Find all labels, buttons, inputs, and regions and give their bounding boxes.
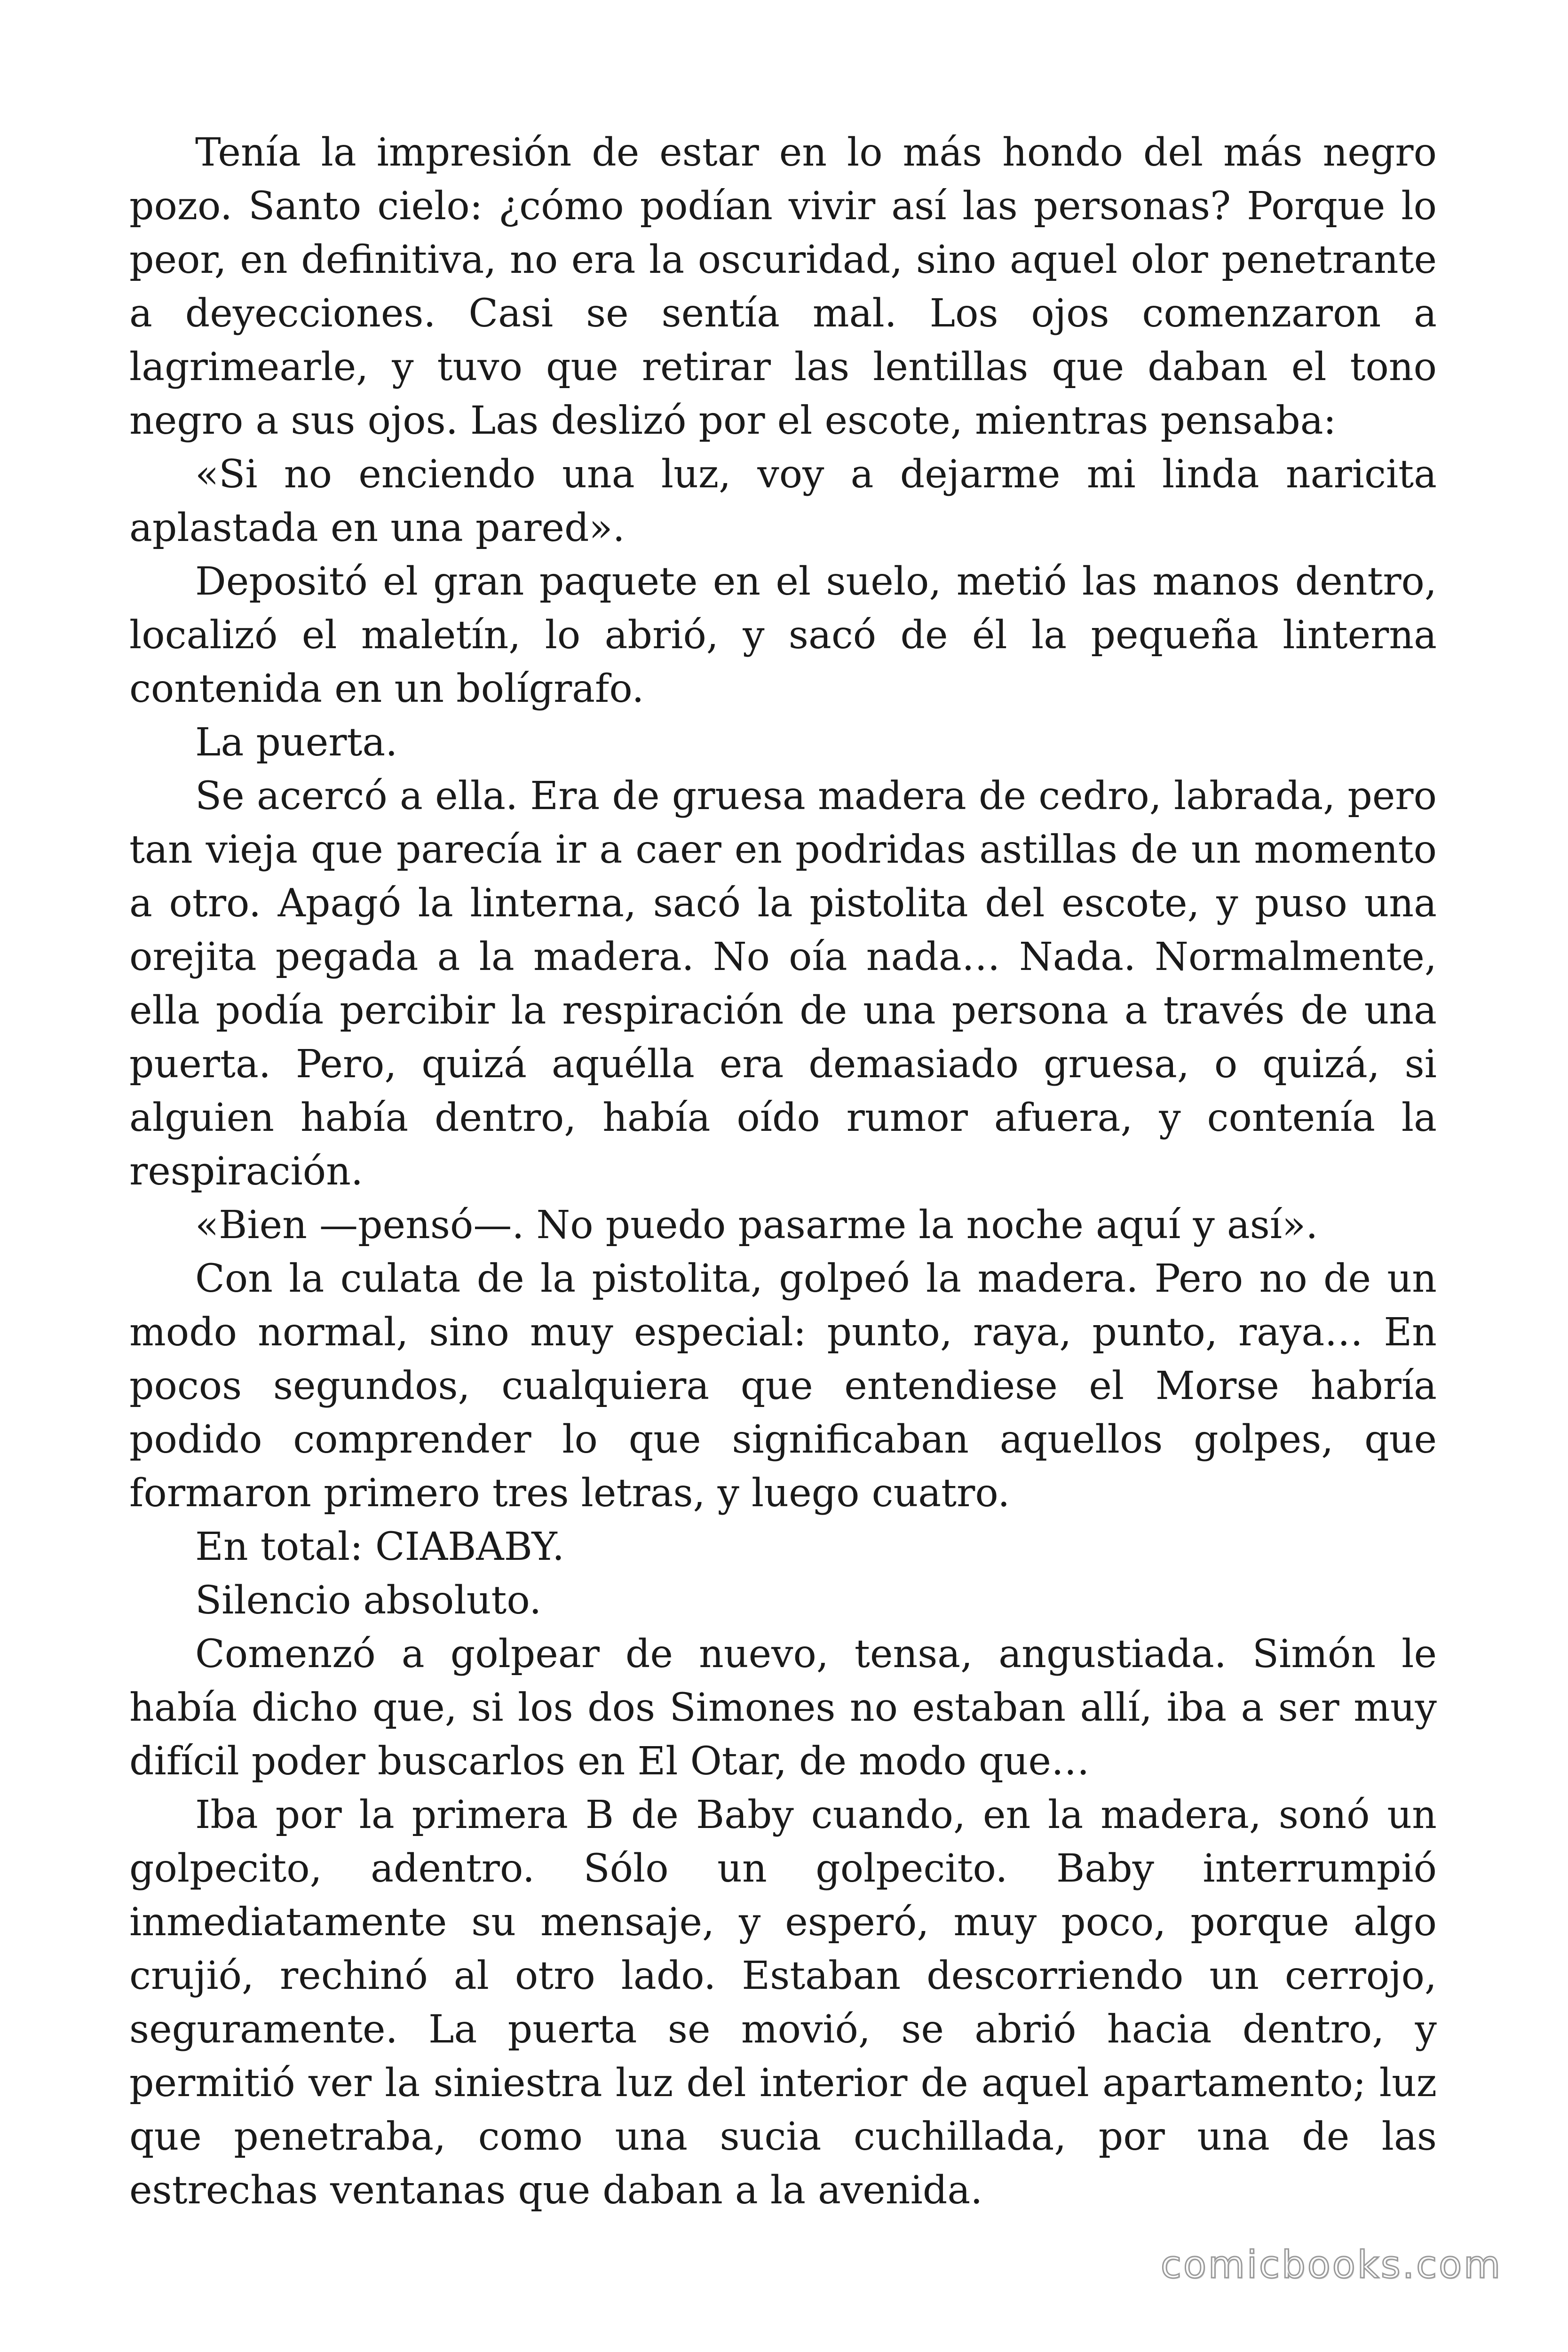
watermark: comicbooks.com <box>1160 2243 1502 2287</box>
paragraph: Depositó el gran paquete en el suelo, metió las manos dentro, localizó el maletín, lo abrió, y sacó de él la pequeña linterna contenida en un bolígrafo. <box>129 559 1437 711</box>
paragraph: En total: CIABABY. <box>195 1525 565 1569</box>
paragraph: Se acercó a ella. Era de gruesa madera de cedro, labrada, pero tan vieja que parecía ir a caer en podridas astillas de un momento a otro. Apagó la linterna, sacó la pistolita del escote, y puso una orejita pegada a la madera. No oía nada… Nada. Normalmente, ella podía percibir la respiración de una persona a través de una puerta. Pero, quizá aquélla era demasiado gruesa, o quizá, si alguien había dentro, había oído rumor afuera, y contenía la respiración. <box>129 774 1437 1194</box>
paragraph: «Bien —pensó—. No puedo pasarme la noche aquí y así». <box>195 1203 1318 1248</box>
paragraph: Iba por la primera B de Baby cuando, en la madera, sonó un golpecito, adentro. Sólo un golpecito. Baby interrumpió inmediatamente su mensaje, y esperó, muy poco, porque algo crujió, rechinó al otro lado. Estaban descorriendo un cerrojo, seguramente. La puerta se movió, se abrió hacia dentro, y permitió ver la siniestra luz del interior de aquel apartamento; luz que penetraba, como una sucia cuchillada, por una de las estrechas ventanas que daban a la avenida. <box>129 1793 1437 2213</box>
paragraph: Tenía la impresión de estar en lo más hondo del más negro pozo. Santo cielo: ¿cómo podían vivir así las personas? Porque lo peor, en definitiva, no era la oscuridad, sino aquel olor penetrante a deyecciones. Casi se sentía mal. Los ojos comenzaron a lagrimearle, y tuvo que retirar las lentillas que daban el tono negro a sus ojos. Las deslizó por el escote, mientras pensaba: <box>129 130 1437 443</box>
paragraph: Con la culata de la pistolita, golpeó la madera. Pero no de un modo normal, sino muy especial: punto, raya, punto, raya… En pocos segundos, cualquiera que entendiese el Morse habría podido comprender lo que significaban aquellos golpes, que formaron primero tres letras, y luego cuatro. <box>129 1256 1437 1516</box>
body-text <box>129 126 1437 2217</box>
paragraph: La puerta. <box>195 720 398 765</box>
paragraph: Silencio absoluto. <box>195 1578 542 1623</box>
paragraph: Comenzó a golpear de nuevo, tensa, angustiada. Simón le había dicho que, si los dos Simones no estaban allí, iba a ser muy difícil poder buscarlos en El Otar, de modo que… <box>129 1632 1437 1784</box>
paragraph: «Si no enciendo una luz, voy a dejarme mi linda naricita aplastada en una pared». <box>129 452 1437 550</box>
